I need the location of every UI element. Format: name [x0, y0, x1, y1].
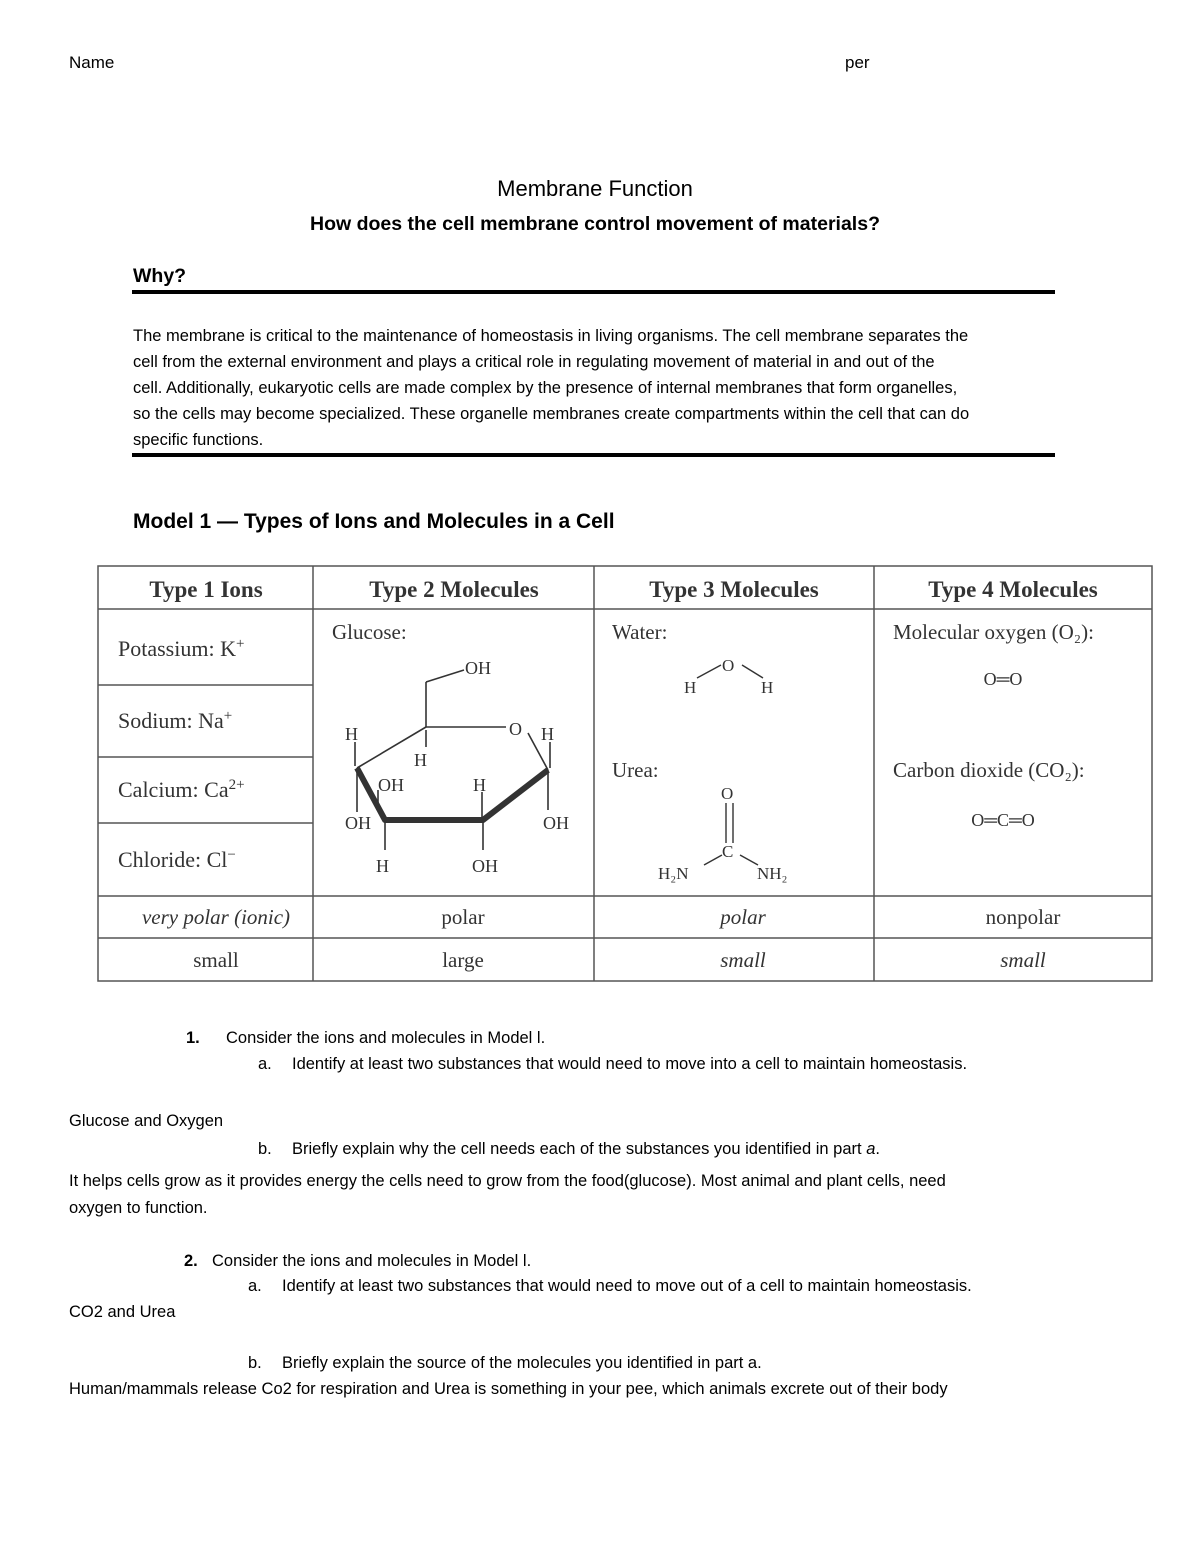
- question-2b: b. Briefly explain the source of the molecules you identified in part a.: [248, 1354, 762, 1372]
- water-structure: [684, 656, 773, 697]
- model-title: Model 1 — Types of Ions and Molecules in a Cell: [133, 510, 615, 533]
- question-text: Consider the ions and molecules in Model l.: [226, 1029, 546, 1047]
- oxygen-label: Molecular oxygen (O₂):: [893, 620, 1094, 644]
- svg-text:H: H: [473, 775, 486, 795]
- page-subtitle: How does the cell membrane control movement of materials?: [310, 213, 880, 235]
- co2-label: Carbon dioxide (CO₂):: [893, 758, 1085, 782]
- ion-chloride: Chloride: Cl−: [118, 847, 236, 872]
- urea-structure: [658, 784, 787, 883]
- question-number: 1.: [186, 1029, 200, 1047]
- question-number: 2.: [184, 1252, 198, 1270]
- svg-text:H: H: [376, 856, 389, 876]
- svg-text:H: H: [414, 750, 427, 770]
- answer-1a: Glucose and Oxygen: [69, 1112, 224, 1130]
- oxygen-formula: O═O: [983, 669, 1023, 689]
- why-line: The membrane is critical to the maintenance of homeostasis in living organisms. The cell membrane separates the: [133, 327, 969, 345]
- svg-text:OH: OH: [543, 813, 569, 833]
- why-heading: Why?: [133, 265, 187, 287]
- header-type2: Type 2 Molecules: [369, 577, 539, 602]
- svg-text:H: H: [684, 678, 697, 697]
- svg-text:H: H: [541, 724, 554, 744]
- question-2a: a. Identify at least two substances that would need to move out of a cell to maintain homeostasis.: [248, 1277, 972, 1295]
- question-text: Consider the ions and molecules in Model l.: [212, 1252, 532, 1270]
- question-1b: b. Briefly explain why the cell needs each of the substances you identified in part a.: [258, 1140, 880, 1158]
- question-1: [186, 1029, 545, 1048]
- urea-label: Urea:: [612, 758, 659, 782]
- header-type3: Type 3 Molecules: [649, 577, 819, 602]
- svg-text:O: O: [509, 719, 522, 739]
- name-label: Name: [69, 53, 115, 72]
- svg-text:OH: OH: [465, 658, 491, 678]
- why-line: cell from the external environment and plays a critical role in regulating movement of material in and out of the: [133, 353, 935, 371]
- page-title: Membrane Function: [497, 176, 693, 201]
- polarity-cell: polar: [720, 905, 766, 929]
- period-label: per: [845, 53, 870, 72]
- size-cell: small: [193, 948, 239, 972]
- answer-2b: Human/mammals release Co2 for respiration and Urea is something in your pee, which animals excrete out of their body: [69, 1380, 948, 1398]
- svg-text:OH: OH: [472, 856, 498, 876]
- answer-2a: CO2 and Urea: [69, 1303, 176, 1321]
- svg-text:OH: OH: [378, 775, 404, 795]
- size-cell: small: [1000, 948, 1046, 972]
- glucose-structure: [345, 658, 569, 876]
- why-line: specific functions.: [133, 431, 264, 449]
- question-2: [184, 1252, 531, 1271]
- svg-text:H₂N: H₂N: [658, 864, 689, 883]
- co2-formula: O═C═O: [971, 810, 1035, 830]
- polarity-cell: nonpolar: [985, 905, 1061, 929]
- svg-text:C: C: [722, 842, 734, 861]
- polarity-cell: very polar (ionic): [141, 905, 291, 929]
- why-line: cell. Additionally, eukaryotic cells are made complex by the presence of internal membranes that form organelles,: [133, 379, 958, 397]
- svg-text:OH: OH: [345, 813, 371, 833]
- ion-calcium: Calcium: $Ca^{2+}$: [118, 777, 245, 802]
- svg-text:NH₂: NH₂: [757, 864, 788, 883]
- svg-text:H: H: [761, 678, 774, 697]
- svg-text:O: O: [722, 656, 735, 675]
- svg-text:O: O: [721, 784, 734, 803]
- ion-potassium: Potassium: K+: [118, 636, 245, 661]
- glucose-label: Glucose:: [332, 620, 407, 644]
- water-label: Water:: [612, 620, 668, 644]
- svg-text:H: H: [345, 724, 358, 744]
- answer-1b: It helps cells grow as it provides energy the cells need to grow from the food(glucose). Most animal and plant cells, need oxygen to function.: [69, 1172, 946, 1217]
- why-line: so the cells may become specialized. These organelle membranes create compartments within the cell that can do: [133, 405, 970, 423]
- size-cell: small: [720, 948, 766, 972]
- question-1a: a. Identify at least two substances that would need to move into a cell to maintain homeostasis.: [258, 1055, 968, 1073]
- size-cell: large: [442, 948, 484, 972]
- header-type4: Type 4 Molecules: [928, 577, 1098, 602]
- polarity-cell: polar: [441, 905, 485, 929]
- header-type1: Type 1 Ions: [149, 577, 263, 602]
- ion-sodium: Sodium: Na+: [118, 708, 233, 733]
